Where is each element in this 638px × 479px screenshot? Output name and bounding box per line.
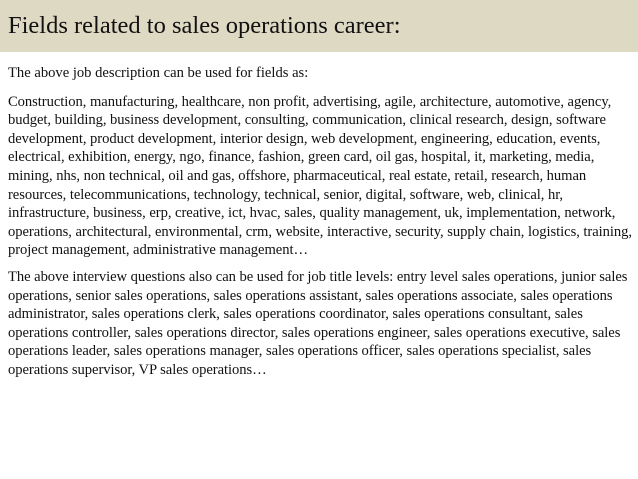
fields-paragraph: Construction, manufacturing, healthcare, non profit, advertising, agile, architecture, automotive, agency, budget, building, business development, consulting, communication, clinical research, design, software development, product development, interior design, web development, engineering, education, events, electrical, exhibition, energy, ngo, finance, fashion, green card, oil gas, hospital, it, marketing, media, mining, nhs, non technical, oil and gas, offshore, pharmaceutical, real estate, retail, research, human resources, telecommunications, technology, technical, senior, digital, software, web, clinical, hr, infrastructure, business, erp, creative, ict, hvac, sales, quality management, uk, implementation, network, operations, architectural, environmental, crm, website, interactive, security, supply chain, logistics, training, project management, administrative management…	[8, 93, 632, 259]
levels-paragraph: The above interview questions also can be used for job title levels: entry level sales operations, junior sales operations, senior sales operations, sales operations assistant, sales operations associate, sales operations administrator, sales operations clerk, sales operations coordinator, sales operations consultant, sales operations controller, sales operations director, sales operations engineer, sales operations executive, sales operations leader, sales operations manager, sales operations officer, sales operations specialist, sales operations supervisor, VP sales operations…	[8, 268, 628, 378]
title-bar	[0, 0, 638, 52]
slide-title: Fields related to sales operations career:	[8, 12, 401, 39]
slide-body	[8, 64, 632, 388]
intro-text: The above job description can be used for fields as:	[8, 65, 309, 81]
